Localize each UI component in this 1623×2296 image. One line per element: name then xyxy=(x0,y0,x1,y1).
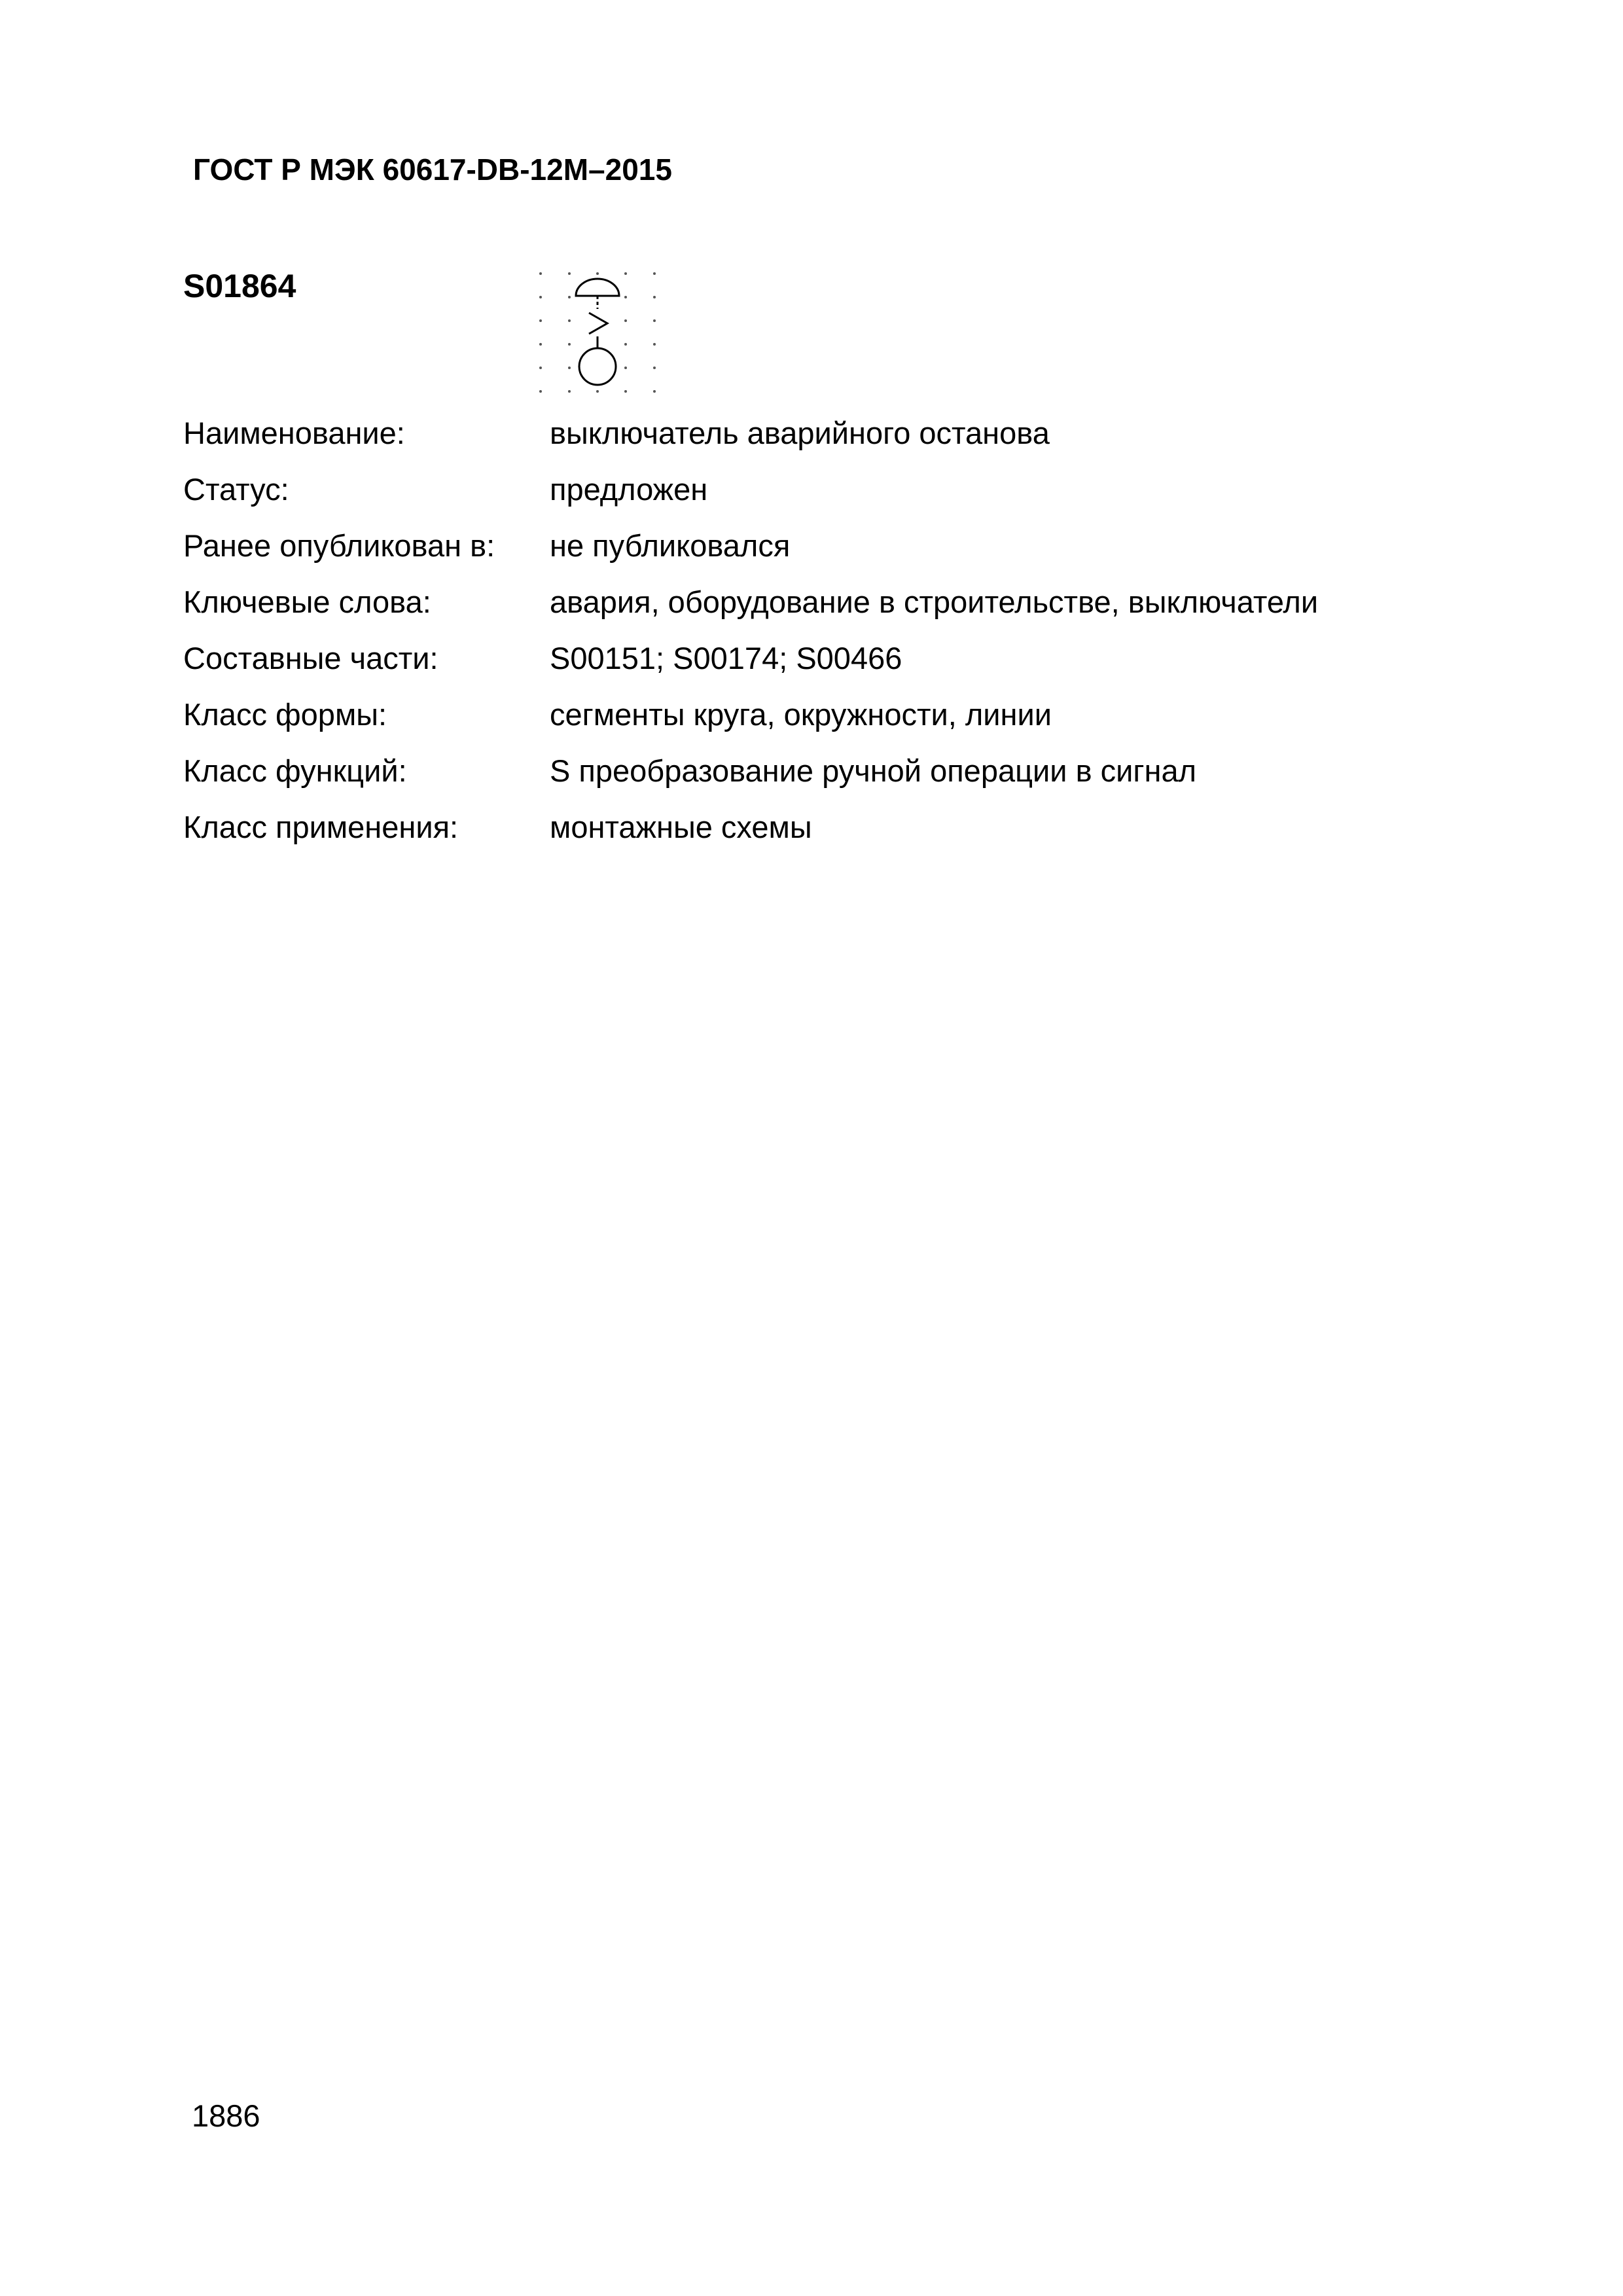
property-row-name xyxy=(183,404,1525,461)
symbol-code: S01864 xyxy=(183,268,296,304)
property-row-keywords xyxy=(183,573,1525,630)
property-row-components xyxy=(183,630,1525,686)
document-header: ГОСТ Р МЭК 60617-DB-12M–2015 xyxy=(193,152,672,187)
property-value: предложен xyxy=(550,471,708,507)
property-label: Статус: xyxy=(183,471,289,507)
grid-dots xyxy=(539,272,656,393)
symbol-strokes xyxy=(576,279,619,385)
property-label: Класс формы: xyxy=(183,696,387,732)
property-value: монтажные схемы xyxy=(550,809,812,844)
property-value: S преобразование ручной операции в сигнал xyxy=(550,753,1197,788)
property-label: Класс функций: xyxy=(183,753,407,788)
property-label: Класс применения: xyxy=(183,809,459,844)
emergency-stop-switch-symbol-icon xyxy=(535,268,660,396)
property-label: Составные части: xyxy=(183,640,438,675)
property-row-application-class xyxy=(183,798,1525,855)
property-row-function-class xyxy=(183,742,1525,798)
property-row-shape-class xyxy=(183,686,1525,742)
property-value: не публиковался xyxy=(550,528,791,563)
property-table xyxy=(183,404,1525,855)
property-value: сегменты круга, окружности, линии xyxy=(550,696,1052,732)
property-label: Наименование: xyxy=(183,415,405,450)
property-label: Ранее опубликован в: xyxy=(183,528,495,563)
property-row-status xyxy=(183,461,1525,517)
property-value: выключатель аварийного останова xyxy=(550,415,1050,450)
property-value: S00151; S00174; S00466 xyxy=(550,640,902,675)
property-row-previously-published xyxy=(183,517,1525,573)
property-value: авария, оборудование в строительстве, выключатели xyxy=(550,584,1319,619)
page-number: 1886 xyxy=(192,2098,260,2133)
property-label: Ключевые слова: xyxy=(183,584,431,619)
